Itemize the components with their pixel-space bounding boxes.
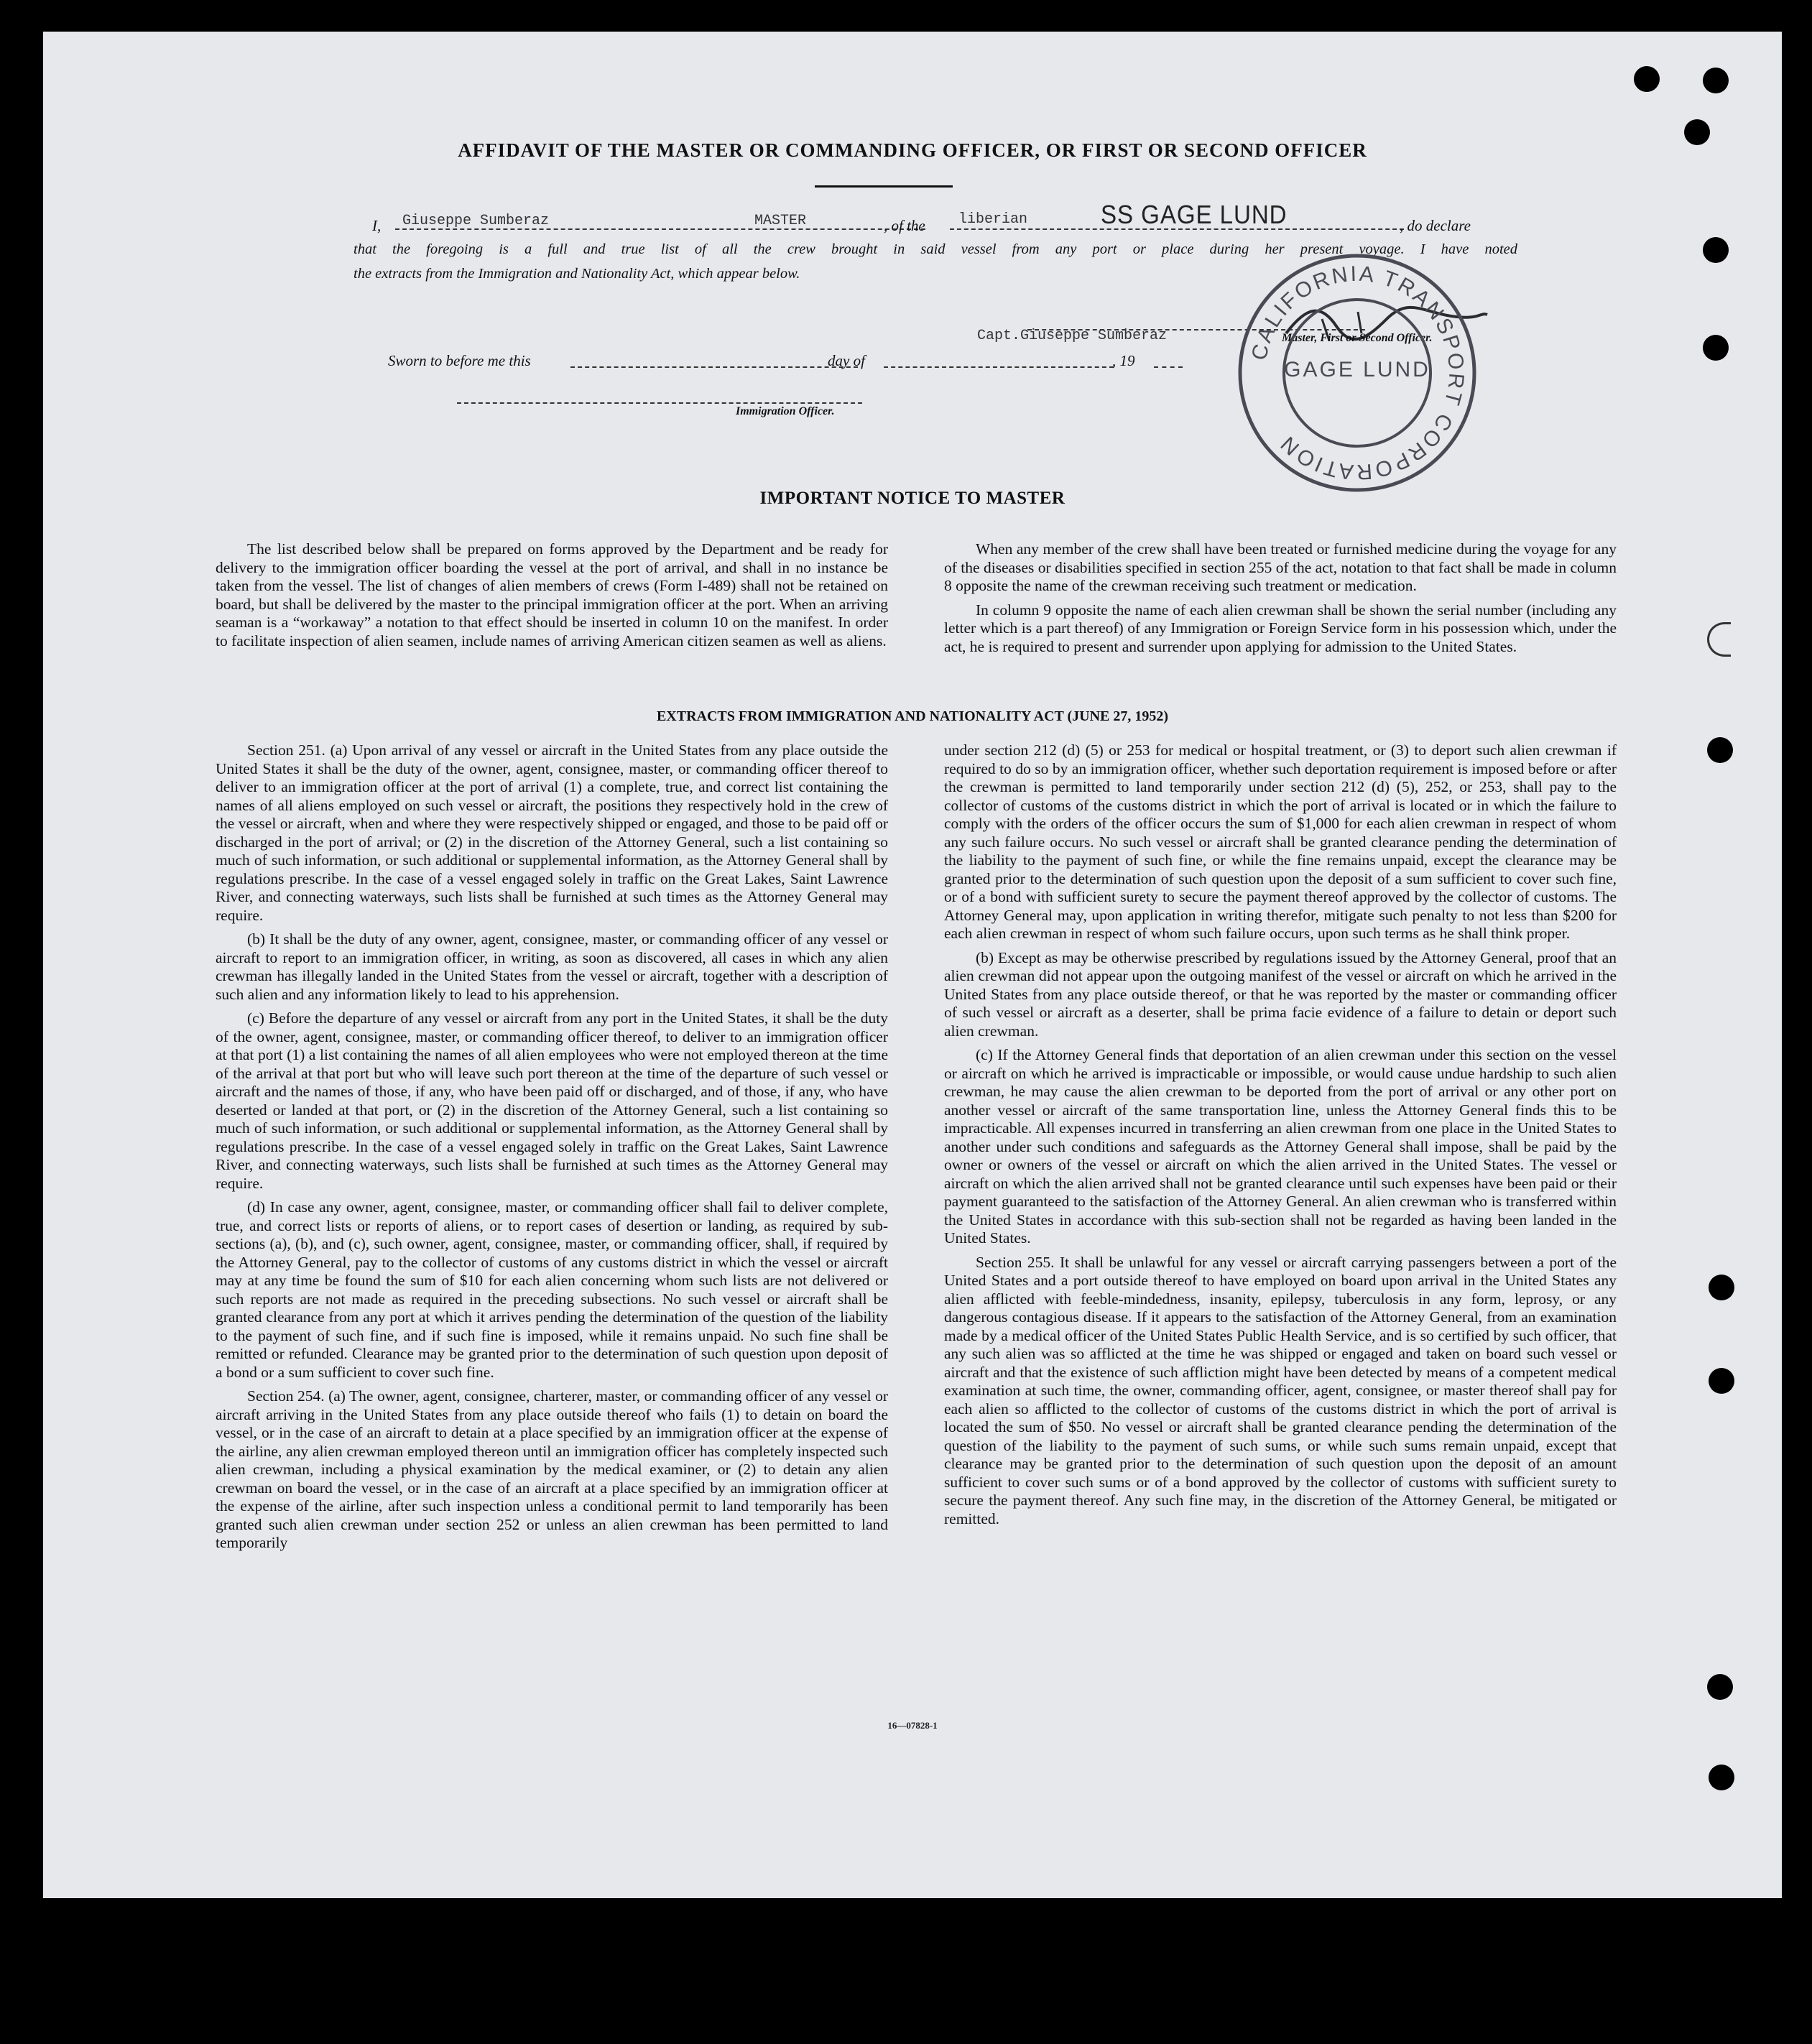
punch-hole xyxy=(1703,335,1729,361)
notice-left-paragraph: The list described below shall be prepared on forms approved by the Department and be ready for delivery to the immigration officer boarding the vessel at the port of arrival, and shall in no instance be taken from the vessel. The list of changes of alien members of crews (Form I-489) shall not be retained on board, but shall be delivered by the master to the principal immigration officer at the port. When an arriving seaman is a “workaway” a notation to that effect should be inserted in column 10 on the manifest. In order to facilitate inspection of alien seamen, include names of arriving American citizen seamen as well as aliens. xyxy=(216,540,888,649)
partial-hole xyxy=(1707,622,1731,657)
punch-hole xyxy=(1703,68,1729,93)
signature-typed-name: Capt.Giuseppe Sumberaz xyxy=(977,328,1168,344)
punch-hole xyxy=(1709,1368,1734,1394)
immigration-officer-line xyxy=(457,402,862,404)
master-name: Giuseppe Sumberaz xyxy=(402,213,550,229)
notice-right-column xyxy=(944,540,1617,662)
punch-hole xyxy=(1709,1765,1734,1790)
notice-right-paragraph-2: In column 9 opposite the name of each alien crewman shall be shown the serial number (including any letter which is a part thereof) of any Immigration or Foreign Service form in his possession which, under the act, he is required to present and surrender upon applying for admission to the United States. xyxy=(944,601,1617,655)
stamp-center-text: GAGE LUND xyxy=(1284,358,1430,381)
stamp-ring-text: CALIFORNIA TRANSPORT CORPORATION xyxy=(1247,262,1469,484)
master-rank: MASTER xyxy=(754,213,807,229)
extract-paragraph: under section 212 (d) (5) or 253 for medical or hospital treatment, or (3) to deport such alien crewman if required to do so by an immigration officer, whether such deportation requirement is imposed before or after the crewman is permitted to land temporarily under section 212 (d) (5), 252, or 253, shall pay to the collector of customs of the customs district in which the port of arrival is located or in which the failure to comply with the orders of the officer occurs the sum of $1,000 for each alien crewman in respect of whom any such failure occurs. No such vessel or aircraft shall be granted clearance pending the determination of the liability to the payment of such fine, or while the fine remains unpaid, except the clearance may be granted prior to the determination of such question upon the deposit of a sum sufficient to cover such fine, or of a bond with sufficient surety to secure the payment thereof approved by the collector of customs. The Attorney General may, upon application in writing therefor, mitigate such penalty to not less than $200 for each alien crewman in respect of whom such failure occurs, upon such terms as he shall think proper. xyxy=(944,741,1617,942)
of-the-label: , of the xyxy=(884,217,925,234)
sworn-day-line xyxy=(570,366,858,368)
punch-hole xyxy=(1707,1674,1733,1700)
extract-paragraph: (d) In case any owner, agent, consignee, master, or commanding officer shall fail to deliver complete, true, and correct lists or reports of aliens, or to report cases of desertion or landing, as required by sub-sections (a), (b), and (c), such owner, agent, consignee, master, or commanding officer, shall, if required by the Attorney General, pay to the collector of customs of any customs district in which the vessel or aircraft may at any time be found the sum of $10 for each alien concerning whom such lists are not delivered or such reports are not made as required in the preceding subsections. No such vessel or aircraft shall be granted clearance from any port at which it arrives pending the determination of the question of the liability to the payment of such fine, and if such fine is imposed, while it remains unpaid. No such fine shall be remitted or refunded. Clearance may be granted prior to the determination of such question upon deposit of a bond or a sum sufficient to cover such fine. xyxy=(216,1198,888,1381)
extracts-right-column xyxy=(944,741,1617,1534)
company-stamp xyxy=(1231,247,1483,499)
form-number: 16—07828-1 xyxy=(887,1720,938,1731)
extract-paragraph: Section 254. (a) The owner, agent, consignee, charterer, master, or commanding officer of any vessel or aircraft arriving in the United States from any place outside thereof who fails (1) to detain on board the vessel, or in the case of an aircraft to detain at a place specified by an immigration officer at the expense of the airline, any alien crewman employed thereon until an immigration officer has completely inspected such alien crewman, including a physical examination by the medical examiner, or (2) to detain any alien crewman on board the vessel, or in the case of an aircraft at a place specified by an immigration officer at the expense of the airline, after such inspection unless a conditional permit to land temporarily has been granted such alien crewman under section 252 or unless an alien crewman has been permitted to land temporarily xyxy=(216,1387,888,1551)
affiant-i: I, xyxy=(372,217,382,234)
title-rule xyxy=(815,185,953,188)
extract-paragraph: (c) If the Attorney General finds that deportation of an alien crewman under this section on the vessel or aircraft on which he arrived is impracticable or impossible, or would cause undue hardship to such alien crewman, he may cause the alien crewman to be deported from the port of arrival or any other port on another vessel or aircraft of the same transportation line, unless the Attorney General finds this to be impracticable. All expenses incurred in transferring an alien crewman from one place in the United States to another under such conditions and safeguards as the Attorney General shall impose, shall be paid by the owner or owners of the vessel or aircraft on which the alien arrived in the United States. The vessel or aircraft on which the alien arrived shall not be granted clearance until such expenses have been paid or their payment guaranteed to the satisfaction of the Attorney General. An alien crewman who is transferred within the United States in accordance with this sub-section shall not be regarded as having been landed in the United States. xyxy=(944,1046,1617,1247)
day-of-label: day of xyxy=(828,352,865,369)
punch-hole xyxy=(1703,237,1729,263)
extract-paragraph: (c) Before the departure of any vessel or aircraft from any port in the United States, it shall be the duty of the owner, agent, consignee, master, or commanding officer thereof, to deliver to an immigration officer at that port (1) a list containing the names of all alien employees who were not employed thereon at the time of the arrival at that port but who will leave such port thereon at the time of the departure of such vessel or aircraft and the names of those, if any, who have been paid off or discharged, and of those, if any, who have deserted or landed at that port, or (2) in the discretion of the Attorney General, such a list containing so much of such information, or such additional or supplemental information, as the Attorney General shall by regulations prescribe. In the case of a vessel engaged solely in traffic on the Great Lakes, Saint Lawrence River, and connecting waterways, such lists shall be furnished at such times as the Attorney General may require. xyxy=(216,1009,888,1192)
sworn-label: Sworn to before me this xyxy=(388,352,531,369)
affidavit-title: AFFIDAVIT OF THE MASTER OR COMMANDING OFFICER, OR FIRST OR SECOND OFFICER xyxy=(458,139,1367,161)
punch-hole xyxy=(1709,1275,1734,1300)
declaration-line-2: that the foregoing is a full and true list of all the crew brought in said vessel from any port or place during her present voyage. I have noted xyxy=(353,241,1517,257)
extract-paragraph: Section 255. It shall be unlawful for any vessel or aircraft carrying passengers between a port of the United States and a port outside thereof to have employed on board upon arrival in the United States any alien afflicted with feeble-mindedness, insanity, epilepsy, tuberculosis in any form, leprosy, or any dangerous contagious disease. If it appears to the satisfaction of the Attorney General, from an examination made by a medical officer of the United States Public Health Service, and is so certified by such officer, that any such alien was so afflicted at the time he was shipped or engaged and taken on board such vessel or aircraft and that the existence of such affliction might have been detected by means of a competent medical examination at such time, the owner, commanding officer, agent, consignee, or master thereof shall pay for each alien so afflicted to the collector of customs of the customs district in which the port of arrival is located the sum of $50. No vessel or aircraft shall be granted clearance pending the determination of the question of the liability to the payment of such sums, or while such sums remain unpaid, except that clearance may be granted prior to the determination of such question upon the deposit of an amount sufficient to cover such sums or of a bond approved by the collector of customs with sufficient surety to secure the payment thereof. Any such fine may, in the discretion of the Attorney General, be mitigated or remitted. xyxy=(944,1253,1617,1527)
punch-hole xyxy=(1707,737,1733,763)
sworn-month-line xyxy=(884,366,1114,368)
vessel-name: SS GAGE LUND xyxy=(1101,200,1288,229)
sworn-year-line xyxy=(1154,366,1183,368)
punch-hole xyxy=(1634,66,1660,92)
do-declare-label: , do declare xyxy=(1400,217,1471,234)
extracts-title: EXTRACTS FROM IMMIGRATION AND NATIONALITY ACT (JUNE 27, 1952) xyxy=(656,708,1169,724)
year-label: , 19 xyxy=(1112,352,1135,369)
notice-left-column xyxy=(216,540,888,656)
extract-paragraph: (b) It shall be the duty of any owner, agent, consignee, master, or commanding officer of any vessel or aircraft to report to an immigration officer, in writing, as soon as discovered, all cases in which any alien crewman has illegally landed in the United States from the vessel or aircraft, together with a description of such alien and any information likely to lead to his apprehension. xyxy=(216,930,888,1003)
extract-paragraph: (b) Except as may be otherwise prescribed by regulations issued by the Attorney General, proof that an alien crewman did not appear upon the outgoing manifest of the vessel or aircraft on which he arrived in the United States from any place outside thereof, or that he was reported by the master or commanding officer of such vessel or aircraft as a deserter, shall be prima facie evidence of a failure to detain or deport such alien crewman. xyxy=(944,948,1617,1040)
master-officer-label: Master, First or Second Officer. xyxy=(1282,332,1433,344)
notice-title: IMPORTANT NOTICE TO MASTER xyxy=(759,489,1066,508)
immigration-officer-label: Immigration Officer. xyxy=(736,405,835,417)
notice-right-paragraph-1: When any member of the crew shall have been treated or furnished medicine during the voyage for any of the diseases or disabilities specified in section 255 of the act, notation to that fact shall be made in column 8 opposite the name of the crewman receiving such treatment or medication. xyxy=(944,540,1617,594)
document-page xyxy=(43,32,1782,1898)
extracts-left-column xyxy=(216,741,888,1558)
vessel-nationality: liberian xyxy=(958,211,1028,228)
extract-paragraph: Section 251. (a) Upon arrival of any vessel or aircraft in the United States from any place outside the United States it shall be the duty of the owner, agent, consignee, master, or commanding officer thereof to deliver to an immigration officer at the port of arrival (1) a complete, true, and correct list containing the names of all aliens employed on such vessel or aircraft, the positions they respectively hold in the crew of the vessel or aircraft, when and where they were respectively shipped or engaged, and those to be paid off or discharged in the port of arrival; or (2) in the discretion of the Attorney General, such a list containing so much of such information, or such additional or supplemental information, as the Attorney General shall by regulations prescribe. In the case of a vessel engaged solely in traffic on the Great Lakes, Saint Lawrence River, and connecting waterways, such lists shall be furnished at such times as the Attorney General may require. xyxy=(216,741,888,924)
declaration-line-3: the extracts from the Immigration and Nationality Act, which appear below. xyxy=(353,266,800,282)
